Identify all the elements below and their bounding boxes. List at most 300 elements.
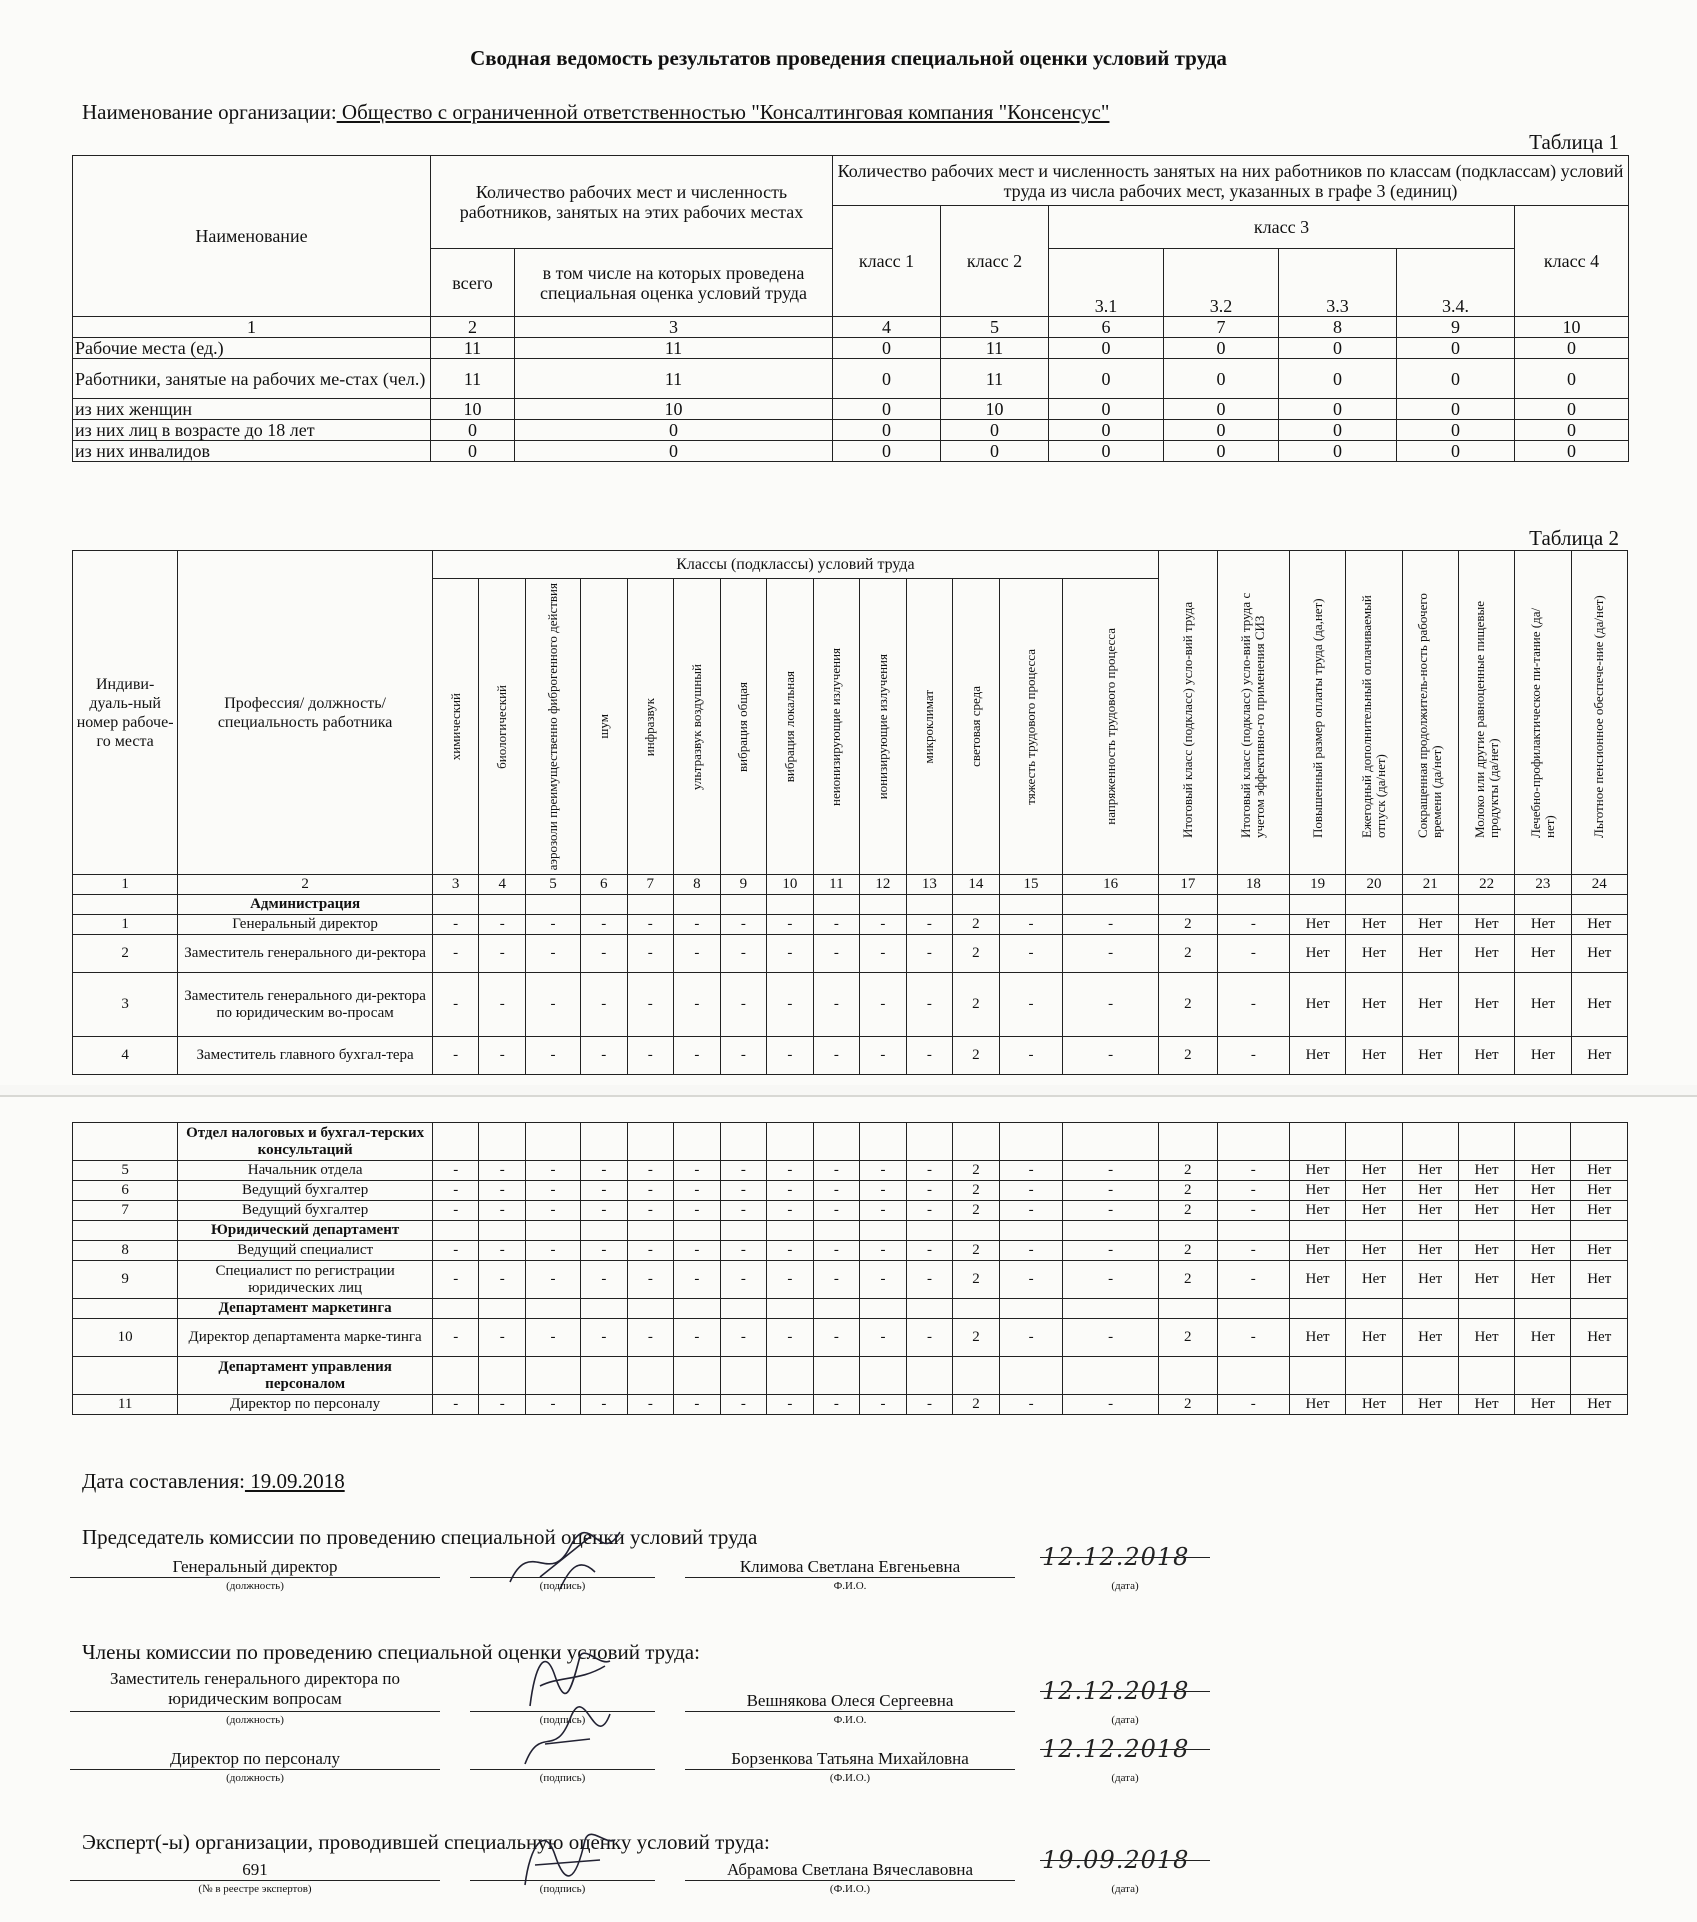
t2-section-title: Администрация — [178, 895, 433, 915]
t1-cell: 0 — [1164, 359, 1279, 399]
t2-cell: - — [627, 1037, 674, 1075]
t2-cell: - — [720, 915, 767, 935]
t2-cell: Нет — [1402, 1161, 1458, 1181]
members-heading: Члены комиссии по проведению специальной оценки условий труда: — [82, 1640, 700, 1664]
member2-date: 12.12.2018 — [1042, 1735, 1190, 1763]
organization-label: Наименование организации: — [82, 100, 337, 124]
t2-extra-header — [1217, 551, 1289, 875]
t2-cell: - — [1217, 973, 1289, 1037]
t2-workplace-name: Ведущий бухгалтер — [178, 1201, 433, 1221]
t2-workplace-id: 7 — [73, 1201, 178, 1221]
organization-line — [82, 100, 1109, 125]
date-value: 19.09.2018 — [244, 1469, 345, 1493]
t2-cell: Нет — [1346, 1161, 1402, 1181]
t2-workplace-row — [73, 935, 1628, 973]
t2-cell: - — [627, 915, 674, 935]
t2-cell: - — [767, 1201, 814, 1221]
expert-registry-number: 691 — [70, 1860, 440, 1881]
t2-cell: Нет — [1458, 1161, 1514, 1181]
t2-factor-label: шум — [595, 714, 611, 739]
t2-cell: Нет — [1346, 1319, 1402, 1357]
t2-cell: - — [999, 1241, 1063, 1261]
expert-heading: Эксперт(-ы) организации, проводившей специальную оценку условий труда: — [82, 1830, 770, 1854]
t2-cell: - — [674, 1319, 721, 1357]
t2-col-number: 7 — [627, 875, 674, 895]
t2-factor-label: напряженность трудового процесса — [1102, 628, 1118, 826]
t2-cell: - — [581, 1037, 628, 1075]
t2-cell: - — [479, 1261, 526, 1299]
t2-cell: - — [432, 1037, 479, 1075]
t2-col-number: 11 — [813, 875, 860, 895]
t2-cell: - — [767, 1261, 814, 1299]
t2-factor-label: инфразвук — [642, 697, 658, 756]
t2-cell: - — [581, 973, 628, 1037]
t2-cell: Нет — [1571, 1161, 1628, 1181]
t2-cell: - — [1063, 1201, 1159, 1221]
t1-cell: 0 — [1397, 338, 1515, 359]
t2-cell: Нет — [1515, 973, 1571, 1037]
t1-col-number: 7 — [1164, 317, 1279, 338]
t2-factor-header — [627, 579, 674, 875]
t2-col-number: 10 — [767, 875, 814, 895]
t2-extra-header — [1515, 551, 1571, 875]
t2-cell: - — [526, 1161, 581, 1181]
t2-header-id: Индиви-дуаль-ный номер рабоче-го места — [73, 551, 178, 875]
t2-cell: - — [1063, 915, 1159, 935]
chair-date: 12.12.2018 — [1042, 1543, 1190, 1571]
t2-col-number: 21 — [1402, 875, 1458, 895]
t2-cell: - — [432, 915, 479, 935]
t2-extra-header — [1458, 551, 1514, 875]
t1-cell: 10 — [941, 399, 1049, 420]
t2-cell: Нет — [1458, 1241, 1514, 1261]
member1-caption-position: (должность) — [226, 1714, 284, 1726]
t1-row-label: из них женщин — [73, 399, 431, 420]
t2-cell: - — [581, 1261, 628, 1299]
t2-cell: Нет — [1346, 1241, 1402, 1261]
t2-cell: - — [525, 915, 580, 935]
t2-cell: - — [767, 1241, 814, 1261]
chair-position: Генеральный директор — [70, 1557, 440, 1578]
t2-cell: - — [526, 1181, 581, 1201]
t2-workplace-name: Ведущий бухгалтер — [178, 1181, 433, 1201]
t2-cell: Нет — [1346, 1395, 1402, 1415]
t2-cell: - — [813, 935, 860, 973]
t2-extra-header — [1159, 551, 1218, 875]
t2-factor-header — [860, 579, 907, 875]
t2-section-title: Юридический департамент — [178, 1221, 433, 1241]
t1-header-class4: класс 4 — [1515, 206, 1629, 317]
t2-workplace-row — [73, 1037, 1628, 1075]
t2-cell: Нет — [1289, 1261, 1345, 1299]
t1-cell: 0 — [1164, 399, 1279, 420]
t2-cell: Нет — [1346, 1261, 1402, 1299]
t2-cell: - — [999, 1161, 1063, 1181]
t2-workplace-row — [73, 1261, 1628, 1299]
t2-cell: 2 — [1158, 1161, 1217, 1181]
t1-header-total: всего — [431, 249, 515, 317]
t2-cell: - — [999, 1181, 1063, 1201]
expert-name: Абрамова Светлана Вячеславовна — [685, 1860, 1015, 1881]
t2-cell: - — [1217, 935, 1289, 973]
t2-cell: Нет — [1515, 935, 1571, 973]
t2-cell: Нет — [1402, 1241, 1458, 1261]
t2-cell: 2 — [953, 1241, 1000, 1261]
t1-col-number: 1 — [73, 317, 431, 338]
t2-cell: 2 — [953, 1319, 1000, 1357]
t1-header-classes: Количество рабочих мест и численность занятых на них работников по классам (подклассам) условий труда из числа рабочих мест, указанных в графе 3 (единиц) — [833, 156, 1629, 206]
t2-cell: 2 — [1158, 1241, 1217, 1261]
t2-col-number: 9 — [720, 875, 767, 895]
t1-cell: 0 — [1164, 420, 1279, 441]
t2-cell: - — [860, 1181, 907, 1201]
t2-cell: - — [627, 1319, 674, 1357]
t1-cell: 11 — [941, 338, 1049, 359]
t2-workplace-name: Начальник отдела — [178, 1161, 433, 1181]
t2-cell: Нет — [1289, 1181, 1345, 1201]
t2-factor-header — [1063, 579, 1159, 875]
t1-row — [73, 359, 1629, 399]
t1-cell: 0 — [431, 441, 515, 462]
t2-cell: Нет — [1402, 973, 1458, 1037]
t2-cell: Нет — [1458, 1181, 1514, 1201]
t2-cell: - — [526, 1319, 581, 1357]
t1-col-number: 3 — [515, 317, 833, 338]
t2-cell: 2 — [953, 1261, 1000, 1299]
t2-cell: - — [1063, 1181, 1159, 1201]
t2-col-number: 6 — [581, 875, 628, 895]
t2-cell: Нет — [1289, 1161, 1345, 1181]
t2-cell: - — [432, 935, 479, 973]
member1-date: 12.12.2018 — [1042, 1677, 1190, 1705]
t2-cell: - — [1063, 1261, 1159, 1299]
t2-workplace-id: 8 — [73, 1241, 178, 1261]
t2-cell: - — [581, 1161, 628, 1181]
t2-cell: - — [999, 915, 1063, 935]
t1-col-number: 10 — [1515, 317, 1629, 338]
member2-name: Борзенкова Татьяна Михайловна — [685, 1749, 1015, 1770]
t2-cell: Нет — [1458, 915, 1514, 935]
t2-cell: - — [432, 1201, 479, 1221]
t2-cell: - — [860, 1319, 907, 1357]
t2-cell: - — [674, 1261, 721, 1299]
t2-cell: - — [906, 1037, 953, 1075]
t2-cell: 2 — [1158, 1261, 1217, 1299]
t2-cell: Нет — [1571, 935, 1627, 973]
member2-signature-line — [470, 1749, 655, 1770]
t2-cell: - — [1217, 1181, 1289, 1201]
t1-cell: 0 — [1049, 338, 1164, 359]
t2-cell: - — [813, 1319, 860, 1357]
t2-col-number: 19 — [1289, 875, 1345, 895]
t2-extra-label: Итоговый класс (подкласс) усло-вий труда — [1179, 601, 1195, 838]
t2-factor-header — [581, 579, 628, 875]
t2-cell: - — [581, 1395, 628, 1415]
t2-col-number: 18 — [1217, 875, 1289, 895]
t1-cell: 0 — [833, 399, 941, 420]
t2-cell: 2 — [1158, 1201, 1217, 1221]
t1-cell: 0 — [515, 441, 833, 462]
date-label: Дата составления: — [82, 1469, 245, 1493]
t2-cell: - — [674, 915, 721, 935]
t2-workplace-name: Заместитель генерального ди-ректора — [178, 935, 433, 973]
t1-cell: 0 — [1164, 441, 1279, 462]
t2-factor-label: биологический — [494, 684, 510, 769]
t2-cell: 2 — [1158, 1319, 1217, 1357]
t1-header-3-3: 3.3 — [1279, 249, 1397, 317]
t2-section-row — [73, 1221, 1628, 1241]
t2-cell: Нет — [1289, 1319, 1345, 1357]
t2-cell: - — [720, 1201, 767, 1221]
t2-workplace-name: Заместитель генерального ди-ректора по юридическим во-просам — [178, 973, 433, 1037]
t1-row-label: Работники, занятые на рабочих ме-стах (чел.) — [73, 359, 431, 399]
t2-factor-header — [479, 579, 526, 875]
member1-position: Заместитель генерального директора по юридическим вопросам — [70, 1669, 440, 1712]
t2-cell: - — [432, 973, 479, 1037]
chair-name: Климова Светлана Евгеньевна — [685, 1557, 1015, 1578]
t1-cell: 11 — [941, 359, 1049, 399]
t2-cell: 2 — [953, 915, 1000, 935]
t2-workplace-id: 1 — [73, 915, 178, 935]
t2-workplace-id: 4 — [73, 1037, 178, 1075]
t2-workplace-id: 3 — [73, 973, 178, 1037]
t2-cell: Нет — [1402, 1319, 1458, 1357]
t2-extra-header — [1402, 551, 1458, 875]
t2-cell: - — [906, 1395, 953, 1415]
t2-header-profession: Профессия/ должность/ специальность работника — [178, 551, 433, 875]
t2-cell: Нет — [1515, 1037, 1571, 1075]
t2-workplace-name: Заместитель главного бухгал-тера — [178, 1037, 433, 1075]
t1-cell: 0 — [431, 420, 515, 441]
t2-cell: Нет — [1289, 1241, 1345, 1261]
t2-section-title: Отдел налоговых и бухгал-терских консультаций — [178, 1123, 433, 1161]
t2-workplace-row — [73, 973, 1628, 1037]
t2-cell: - — [999, 1395, 1063, 1415]
t2-cell: - — [860, 935, 907, 973]
t2-cell: 2 — [953, 1181, 1000, 1201]
t2-cell: - — [999, 1201, 1063, 1221]
t2-cell: - — [479, 1395, 526, 1415]
t2-col-number: 17 — [1159, 875, 1218, 895]
t2-extra-label: Ежегодный дополнительный оплачиваемый отпуск (да/нет) — [1358, 594, 1388, 838]
t2-cell: Нет — [1346, 1201, 1402, 1221]
t2-cell: - — [813, 1037, 860, 1075]
t2-cell: 2 — [953, 1037, 1000, 1075]
t2-cell: - — [767, 915, 814, 935]
t2-col-number: 13 — [906, 875, 953, 895]
expert-caption-date: (дата) — [1111, 1883, 1139, 1895]
t1-cell: 0 — [1397, 399, 1515, 420]
t2-cell: - — [627, 1161, 674, 1181]
t2-factor-label: ионизирующие излучения — [874, 654, 890, 800]
t2-cell: - — [432, 1261, 479, 1299]
t2-workplace-row — [73, 915, 1628, 935]
t2-workplace-id: 10 — [73, 1319, 178, 1357]
t2-cell: - — [813, 1201, 860, 1221]
t2-workplace-name: Ведущий специалист — [178, 1241, 433, 1261]
t1-cell: 0 — [1515, 420, 1629, 441]
t2-workplace-id: 11 — [73, 1395, 178, 1415]
t2-cell: Нет — [1515, 1261, 1571, 1299]
t2-cell: - — [1217, 1261, 1289, 1299]
t2-cell: - — [581, 1181, 628, 1201]
t1-cell: 0 — [941, 441, 1049, 462]
t2-cell: Нет — [1515, 1201, 1571, 1221]
t2-factor-label: неионизирующие излучения — [828, 647, 844, 806]
t2-extra-label: Лечебно-профилактическое пи-тание (да/нет) — [1527, 607, 1557, 838]
t2-cell: - — [813, 1261, 860, 1299]
t1-cell: 0 — [1279, 420, 1397, 441]
t2-col-number: 3 — [432, 875, 479, 895]
date-line — [82, 1469, 345, 1494]
t2-cell: Нет — [1515, 1395, 1571, 1415]
t2-cell: Нет — [1289, 1395, 1345, 1415]
t2-factor-label: вибрация общая — [735, 681, 751, 772]
t2-workplace-row — [73, 1319, 1628, 1357]
t2-cell: 2 — [1158, 1395, 1217, 1415]
t2-cell: 2 — [1159, 915, 1218, 935]
t1-header-3-2: 3.2 — [1164, 249, 1279, 317]
t2-cell: - — [1063, 935, 1159, 973]
t1-cell: 0 — [515, 420, 833, 441]
t2-col-number: 20 — [1346, 875, 1402, 895]
document-title: Сводная ведомость результатов проведения специальной оценки условий труда — [470, 46, 1227, 70]
t2-cell: - — [813, 973, 860, 1037]
t2-section-title: Департамент управления персоналом — [178, 1357, 433, 1395]
t2-cell: Нет — [1571, 1201, 1628, 1221]
t2-extra-header — [1346, 551, 1402, 875]
t1-row-label: из них инвалидов — [73, 441, 431, 462]
t2-cell: - — [479, 1319, 526, 1357]
t2-section-row — [73, 1299, 1628, 1319]
t2-col-number: 12 — [860, 875, 907, 895]
t2-cell: Нет — [1289, 1201, 1345, 1221]
t2-cell: 2 — [953, 973, 1000, 1037]
t2-cell: - — [581, 915, 628, 935]
t2-cell: - — [479, 1037, 526, 1075]
t2-cell: - — [525, 973, 580, 1037]
t2-extra-header — [1571, 551, 1627, 875]
t2-workplace-row — [73, 1241, 1628, 1261]
t2-cell: 2 — [953, 1395, 1000, 1415]
t1-cell: 0 — [1397, 420, 1515, 441]
t2-cell: - — [674, 935, 721, 973]
t2-cell: Нет — [1458, 1395, 1514, 1415]
t2-cell: 2 — [1159, 973, 1218, 1037]
t2-workplace-row — [73, 1201, 1628, 1221]
t2-header-classes: Классы (подклассы) условий труда — [432, 551, 1158, 579]
t2-cell: - — [813, 1395, 860, 1415]
t2-cell: - — [720, 935, 767, 973]
t2-factor-header — [720, 579, 767, 875]
t2-cell: - — [1217, 1201, 1289, 1221]
t1-cell: 0 — [1397, 441, 1515, 462]
t1-row — [73, 420, 1629, 441]
t2-cell: - — [999, 1037, 1063, 1075]
t1-row-label: из них лиц в возрасте до 18 лет — [73, 420, 431, 441]
t2-cell: - — [720, 1261, 767, 1299]
t2-col-number: 2 — [178, 875, 433, 895]
member1-caption-signature: (подпись) — [539, 1714, 586, 1726]
t2-workplace-row — [73, 1161, 1628, 1181]
t2-cell: Нет — [1571, 1261, 1628, 1299]
t1-cell: 11 — [515, 338, 833, 359]
t2-cell: - — [526, 1241, 581, 1261]
t2-cell: - — [720, 973, 767, 1037]
t2-cell: - — [906, 1181, 953, 1201]
t1-col-number: 2 — [431, 317, 515, 338]
t2-cell: - — [432, 1161, 479, 1181]
t2-factor-label: ультразвук воздушный — [688, 663, 704, 790]
t2-cell: - — [1217, 1395, 1289, 1415]
t1-cell: 11 — [515, 359, 833, 399]
t2-extra-label: Повышенный размер оплаты труда (да,нет) — [1309, 598, 1325, 838]
t1-header-name: Наименование — [73, 156, 431, 317]
chair-caption-position: (должность) — [226, 1580, 284, 1592]
t1-row-label: Рабочие места (ед.) — [73, 338, 431, 359]
t2-section-row — [73, 1357, 1628, 1395]
t2-cell: - — [1063, 973, 1159, 1037]
t2-cell: Нет — [1402, 1181, 1458, 1201]
t2-cell: - — [1063, 1241, 1159, 1261]
member2-caption-position: (должность) — [226, 1772, 284, 1784]
t2-cell: - — [999, 935, 1063, 973]
t2-cell: - — [767, 1161, 814, 1181]
t2-cell: - — [627, 1181, 674, 1201]
t2-extra-label: Молоко или другие равноценные пищевые продукты (да/нет) — [1471, 600, 1501, 838]
t2-factor-header — [767, 579, 814, 875]
t2-workplace-id: 6 — [73, 1181, 178, 1201]
t2-cell: - — [767, 935, 814, 973]
t2-cell: 2 — [953, 935, 1000, 973]
t2-extra-label: Льготное пенсионное обеспече-ние (да/нет) — [1591, 594, 1607, 838]
t2-cell: - — [906, 973, 953, 1037]
t2-cell: Нет — [1289, 1037, 1345, 1075]
t2-cell: - — [720, 1319, 767, 1357]
t2-section-row — [73, 895, 1628, 915]
member2-date-line — [1040, 1735, 1210, 1763]
t2-extra-label: Сокращенная продолжитель-ность рабочего времени (да/нет) — [1415, 592, 1445, 838]
expert-signature — [510, 1820, 620, 1890]
t2-cell: Нет — [1289, 973, 1345, 1037]
t2-cell: - — [526, 1395, 581, 1415]
member1-caption-date: (дата) — [1111, 1714, 1139, 1726]
t2-cell: Нет — [1458, 935, 1514, 973]
t2-cell: - — [627, 973, 674, 1037]
t2-factor-label: аэрозоли преимущественно фиброгенного действия — [544, 583, 560, 871]
expert-caption-name: (Ф.И.О.) — [829, 1883, 871, 1895]
chair-caption-name: Ф.И.О. — [833, 1580, 867, 1592]
t2-cell: - — [1217, 915, 1289, 935]
member1-date-line — [1040, 1677, 1210, 1705]
t2-factor-header — [953, 579, 1000, 875]
t2-factor-header — [999, 579, 1063, 875]
t2-col-number: 1 — [73, 875, 178, 895]
t1-cell: 0 — [833, 420, 941, 441]
t2-cell: - — [906, 1261, 953, 1299]
t2-cell: - — [479, 1201, 526, 1221]
t2-cell: - — [627, 935, 674, 973]
t2-cell: 2 — [1159, 1037, 1218, 1075]
t2-cell: - — [479, 1241, 526, 1261]
t2-cell: - — [860, 1161, 907, 1181]
t2-cell: Нет — [1458, 1261, 1514, 1299]
t2-cell: - — [1063, 1319, 1159, 1357]
t2-factor-header — [674, 579, 721, 875]
t2-section-row — [73, 1123, 1628, 1161]
t2-cell: - — [860, 1261, 907, 1299]
workplace-table — [72, 550, 1628, 1075]
